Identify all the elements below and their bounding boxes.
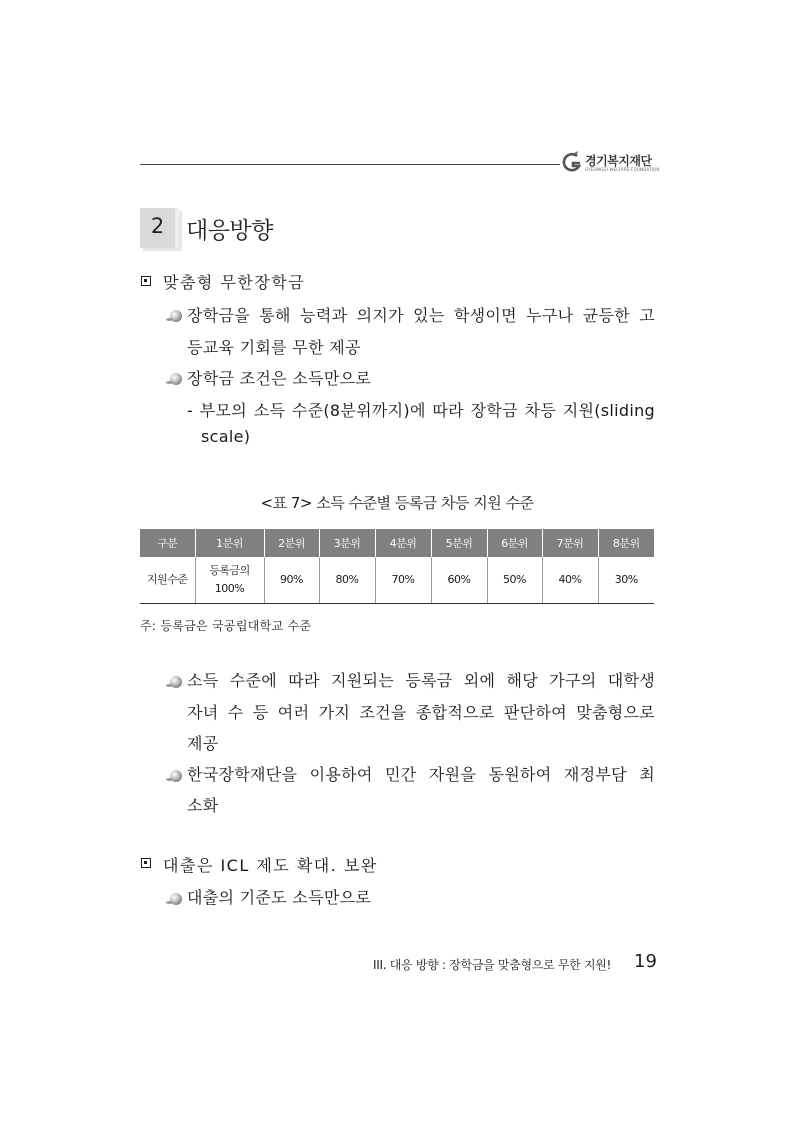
table-header-cell: 5분위: [431, 529, 487, 557]
table-cell: 40%: [542, 557, 598, 604]
bullet-kosaf-line1: 한국장학재단을 이용하여 민간 자원을 동원하여 재정부담 최: [187, 765, 655, 784]
table-row: [140, 557, 654, 604]
page-number: 19: [634, 951, 657, 972]
table-cell: 60%: [431, 557, 487, 604]
ball-bullet-icon: [170, 770, 182, 782]
foundation-logo-icon: [562, 151, 582, 175]
table-header-cell: 4분위: [375, 529, 431, 557]
bullet-kosaf-line2: 소화: [187, 796, 219, 815]
dash-item-sliding-scale-line1: - 부모의 소득 수준(8분위까지)에 따라 장학금 차등 지원(sliding: [187, 401, 655, 420]
bullet-loan-criteria: 대출의 기준도 소득만으로: [187, 888, 372, 907]
dash-item-sliding-scale-line2: scale): [201, 427, 251, 446]
foundation-name: 경기복지재단: [585, 154, 652, 168]
bullet-household-criteria-line2: 자녀 수 등 여러 가지 조건을 종합적으로 판단하여 맞춤형으로: [187, 703, 655, 722]
table-caption: <표 7> 소득 수준별 등록금 차등 지원 수준: [260, 494, 534, 512]
table-note: 주: 등록금은 국공립대학교 수준: [140, 619, 312, 633]
foundation-logo: [562, 151, 658, 177]
bullet-household-criteria-line3: 제공: [187, 734, 219, 753]
table-cell: 80%: [319, 557, 375, 604]
table-cell-line: 등록금의: [209, 564, 250, 577]
square-bullet-icon: [141, 858, 151, 868]
table-header-cell: 7분위: [542, 529, 598, 557]
subheading-custom-scholarship: 맞춤형 무한장학금: [163, 273, 306, 292]
table-header-cell: 8분위: [598, 529, 654, 557]
table-cell: [195, 557, 264, 604]
tuition-support-table: [140, 529, 654, 604]
running-footer: III. 대응 방향 : 장학금을 맞춤형으로 무한 지원!: [373, 958, 612, 972]
table-cell: 50%: [487, 557, 542, 604]
table-header-cell: 3분위: [319, 529, 375, 557]
section-title: 대응방향: [186, 218, 273, 244]
ball-bullet-icon: [170, 310, 182, 322]
table-cell: 30%: [598, 557, 654, 604]
subheading-icl-expansion: 대출은 ICL 제도 확대. 보완: [163, 856, 378, 875]
bullet-income-condition: 장학금 조건은 소득만으로: [187, 369, 372, 388]
header-rule: [140, 164, 560, 165]
table-header-row: [140, 529, 654, 557]
ball-bullet-icon: [170, 676, 182, 688]
table-row-label: 지원수준: [140, 557, 195, 604]
table-header-cell: 1분위: [195, 529, 264, 557]
table-header-cell: 구분: [140, 529, 195, 557]
section-number: 2: [150, 214, 165, 238]
bullet-household-criteria-line1: 소득 수준에 따라 지원되는 등록금 외에 해당 가구의 대학생: [187, 671, 655, 690]
bullet-scholarship-text-line1: 장학금을 통해 능력과 의지가 있는 학생이면 누구나 균등한 고: [187, 306, 655, 325]
table-cell: 70%: [375, 557, 431, 604]
bullet-scholarship-text-line2: 등교육 기회를 무한 제공: [187, 338, 361, 357]
ball-bullet-icon: [170, 373, 182, 385]
square-bullet-icon: [141, 276, 151, 286]
table-cell: 90%: [264, 557, 319, 604]
table-header-cell: 6분위: [487, 529, 542, 557]
ball-bullet-icon: [170, 893, 182, 905]
table-cell-line: 100%: [214, 582, 245, 595]
foundation-name-english: GYEONGGI WELFARE FOUNDATION: [585, 167, 660, 172]
table-header-cell: 2분위: [264, 529, 319, 557]
